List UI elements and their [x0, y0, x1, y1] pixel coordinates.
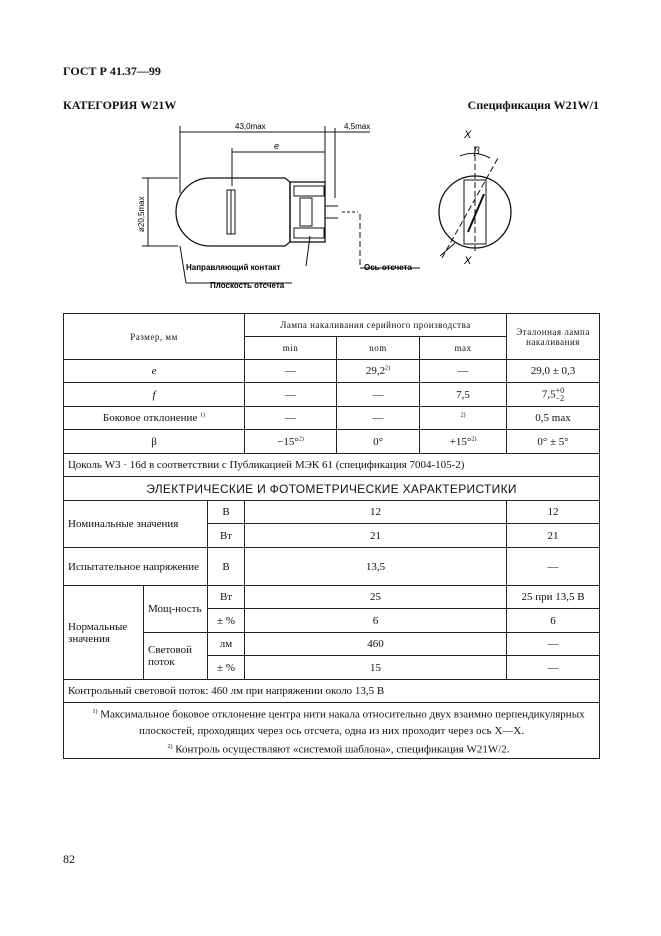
nominal-w-value: 21 — [245, 524, 507, 548]
header-size: Размер, мм — [64, 314, 245, 360]
flux-tol-value: 15 — [245, 656, 507, 680]
test-voltage-value: 13,5 — [245, 548, 507, 586]
test-voltage-label: Испытательное напряжение — [64, 548, 208, 586]
row-label: Боковое отклонение — [102, 412, 198, 424]
footnotes — [64, 703, 600, 759]
cell-max: 2) — [420, 407, 507, 430]
nominal-w-ref: 21 — [507, 524, 600, 548]
nominal-v-unit: В — [208, 501, 245, 524]
cell-nom: 29,2$^{2)}$ — [337, 360, 420, 383]
page-number: 82 — [63, 852, 75, 866]
subheader-min: min — [245, 337, 337, 360]
flux-tol-unit: ± % — [208, 656, 245, 680]
cell-nom: — — [337, 407, 420, 430]
test-voltage-ref: — — [507, 548, 600, 586]
flux-unit: лм — [208, 633, 245, 656]
cell-nom: — — [337, 383, 420, 407]
power-unit: Вт — [208, 586, 245, 609]
power-label: Мощ-ность — [144, 586, 208, 633]
flux-value: 460 — [245, 633, 507, 656]
control-flux-text: Контрольный световой поток: 460 лм при напряжении около 13,5 В — [64, 680, 600, 703]
cell-ref: 0,5 max — [507, 407, 600, 430]
header-serial-lamp: Лампа накаливания серийного производства — [245, 314, 507, 337]
category-title: КАТЕГОРИЯ W21W — [63, 98, 177, 112]
specification-title: Спецификация W21W/1 — [467, 98, 599, 112]
axis-x-bottom: X — [464, 255, 472, 267]
subheader-nom: nom — [337, 337, 420, 360]
power-ref: 25 при 13,5 В — [507, 586, 600, 609]
power-tol-ref: 6 — [507, 609, 600, 633]
label-reference-plane: Плоскость отсчета — [210, 281, 285, 290]
table-row: Боковое отклонение $^{1)}$ — — $^{2)}$ 0,5 max — [64, 407, 600, 430]
table-row — [64, 360, 600, 383]
flux-tol-ref: — — [507, 656, 600, 680]
table-row — [64, 383, 600, 407]
angle-beta-label: β — [474, 146, 480, 157]
cell-min: — — [245, 360, 337, 383]
axis-x-top: X — [464, 129, 472, 141]
flux-label: Световой поток — [144, 633, 208, 680]
cap-text: Цоколь W3 · 16d в соответствии с Публикацией МЭК 61 (спецификация 7004-105-2) — [64, 454, 600, 477]
row-label: β — [64, 430, 245, 454]
standard-number: ГОСТ Р 41.37—99 — [63, 64, 161, 78]
table-row — [64, 430, 600, 454]
specification-table — [63, 313, 600, 759]
nominal-w-unit: Вт — [208, 524, 245, 548]
cell-max: 7,5 — [420, 383, 507, 407]
nominal-v-ref: 12 — [507, 501, 600, 524]
flux-ref: — — [507, 633, 600, 656]
test-voltage-unit: В — [208, 548, 245, 586]
power-tol-unit: ± % — [208, 609, 245, 633]
nominal-label: Номинальные значения — [64, 501, 208, 548]
cell-min: — — [245, 383, 337, 407]
nominal-v-value: 12 — [245, 501, 507, 524]
dim-length-label: 43,0max — [235, 122, 266, 131]
cell-ref: 7,5+0 −2 — [507, 383, 600, 407]
cell-min: −15°$^{2)}$ — [245, 430, 337, 454]
section-title: ЭЛЕКТРИЧЕСКИЕ И ФОТОМЕТРИЧЕСКИЕ ХАРАКТЕРИСТИКИ — [64, 477, 600, 501]
power-value: 25 — [245, 586, 507, 609]
cell-ref: 29,0 ± 0,3 — [507, 360, 600, 383]
lamp-drawing — [60, 118, 605, 303]
row-label: e — [151, 365, 157, 377]
cell-ref: 0° ± 5° — [507, 430, 600, 454]
dim-diameter-label: ø20,5max — [137, 196, 146, 232]
cell-min: — — [245, 407, 337, 430]
footnote-2: $^{2)}$ Контроль осуществляют «системой шаблона», спецификация W21W/2. — [167, 743, 510, 756]
dim-e-label: e — [274, 141, 280, 151]
cell-max: +15°$^{2)}$ — [420, 430, 507, 454]
cell-max: — — [420, 360, 507, 383]
normal-values-label: Нормальные значения — [64, 586, 144, 680]
subheader-max: max — [420, 337, 507, 360]
cell-nom: 0° — [337, 430, 420, 454]
row-label: f — [152, 388, 156, 401]
dim-offset-label: 4,5max — [344, 122, 371, 131]
footnote-1: $^{1)}$ Максимальное боковое отклонение центра нити накала относительно двух взаимно перпендикулярных плоскостей, проходящих через ось отсчета, одна из них проходит через ось X—X. — [92, 708, 585, 737]
label-guide-contact: Направляющий контакт — [186, 263, 281, 272]
power-tol-value: 6 — [245, 609, 507, 633]
label-reference-axis: Ось отсчета — [364, 263, 412, 272]
header-reference-lamp: Эталонная лампа накаливания — [507, 314, 600, 360]
